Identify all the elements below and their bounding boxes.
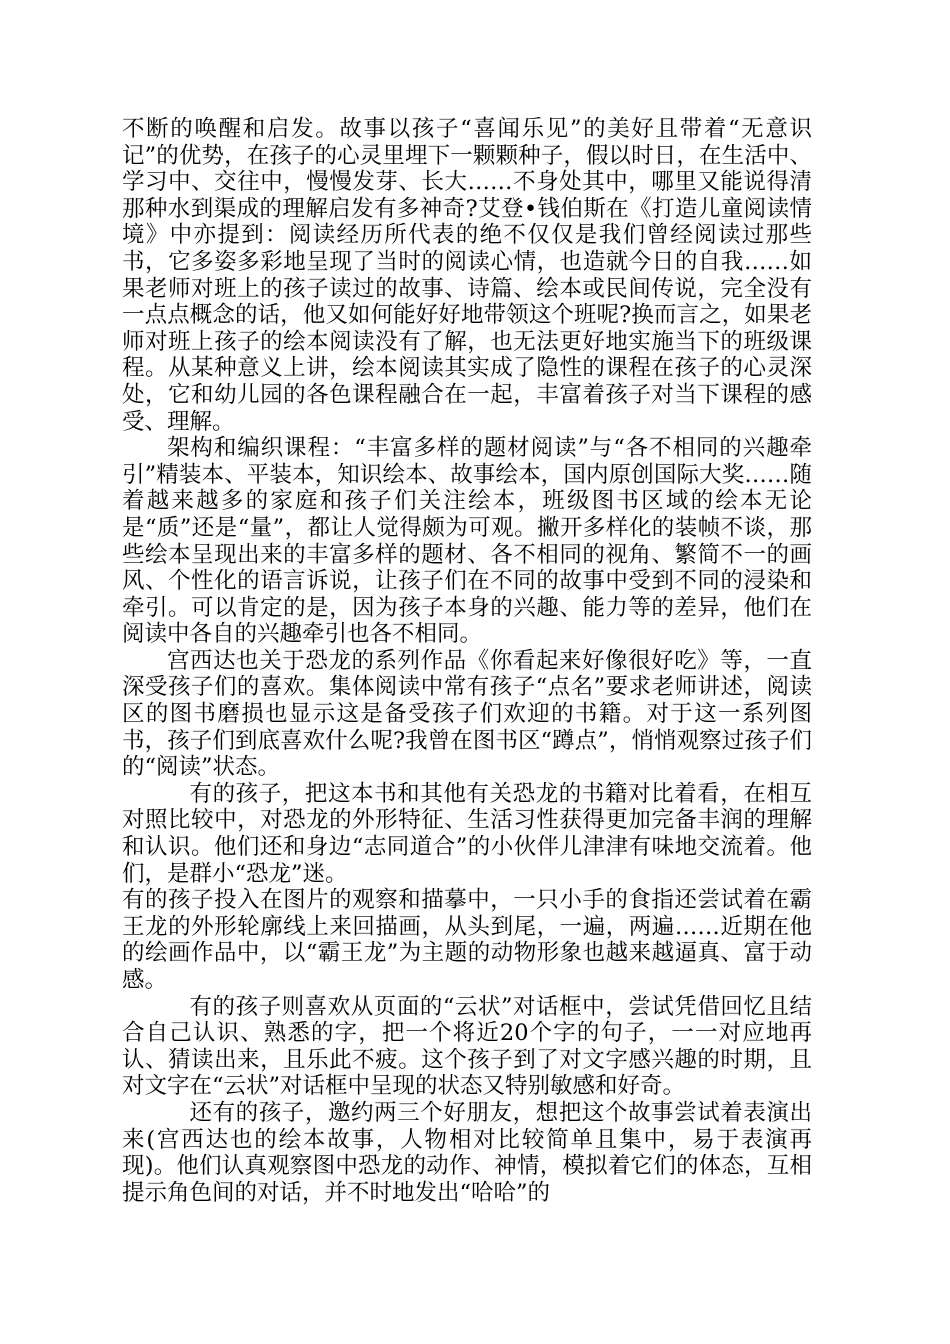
paragraph-1: 不断的唤醒和启发。故事以孩子“喜闻乐见”的美好且带着“无意识记”的优势，在孩子的心灵里埋下一颗颗种子，假以时日，在生活中、学习中、交往中，慢慢发芽、长大……不身处其中，哪里又能说得清那种水到渠成的理解启发有多神奇?艾登•钱伯斯在《打造儿童阅读情境》中亦提到：阅读经历所代表的绝不仅仅是我们曾经阅读过那些书，它多姿多彩地呈现了当时的阅读心情，也造就今日的自我……如果老师对班上的孩子读过的故事、诗篇、绘本或民间传说，完全没有一点点概念的话，他又如何能好好地带领这个班呢?换而言之，如果老师对班上孩子的绘本阅读没有了解，也无法更好地实施当下的班级课程。从某种意义上讲，绘本阅读其实成了隐性的课程在孩子的心灵深处，它和幼儿园的各色课程融合在一起，丰富着孩子对当下课程的感受、理解。 bbox=[122, 116, 812, 435]
paragraph-4: 有的孩子，把这本书和其他有关恐龙的书籍对比着看，在相互对照比较中，对恐龙的外形特征、生活习性获得更加完备丰润的理解和认识。他们还和身边“志同道合”的小伙伴儿津津有味地交流着。他们，是群小“恐龙”迷。 bbox=[122, 780, 812, 887]
paragraph-5: 有的孩子投入在图片的观察和描摹中，一只小手的食指还尝试着在霸王龙的外形轮廓线上来回描画，从头到尾，一遍，两遍……近期在他的绘画作品中，以“霸王龙”为主题的动物形象也越来越逼真、富于动感。 bbox=[122, 887, 812, 993]
paragraph-7: 还有的孩子，邀约两三个好朋友，想把这个故事尝试着表演出来(宫西达也的绘本故事，人物相对比较简单且集中，易于表演再现)。他们认真观察图中恐龙的动作、神情，模拟着它们的体态，互相提示角色间的对话，并不时地发出“哈哈”的 bbox=[122, 1099, 812, 1206]
paragraph-3: 宫西达也关于恐龙的系列作品《你看起来好像很好吃》等，一直深受孩子们的喜欢。集体阅读中常有孩子“点名”要求老师讲述，阅读区的图书磨损也显示这是备受孩子们欢迎的书籍。对于这一系列图书，孩子们到底喜欢什么呢?我曾在图书区“蹲点”，悄悄观察过孩子们的“阅读”状态。 bbox=[122, 647, 812, 781]
paragraph-2: 架构和编织课程：“丰富多样的题材阅读”与“各不相同的兴趣牵引”精装本、平装本，知识绘本、故事绘本，国内原创国际大奖……随着越来越多的家庭和孩子们关注绘本，班级图书区域的绘本无论是“质”还是“量”，都让人觉得颇为可观。撇开多样化的装帧不谈，那些绘本呈现出来的丰富多样的题材、各不相同的视角、繁简不一的画风、个性化的语言诉说，让孩子们在不同的故事中受到不同的浸染和牵引。可以肯定的是，因为孩子本身的兴趣、能力等的差异，他们在阅读中各自的兴趣牵引也各不相同。 bbox=[122, 435, 812, 648]
paragraph-6: 有的孩子则喜欢从页面的“云状”对话框中，尝试凭借回忆且结合自己认识、熟悉的字，把一个将近20个字的句子，一一对应地再认、猜读出来，且乐此不疲。这个孩子到了对文字感兴趣的时期，且对文字在“云状”对话框中呈现的状态又特别敏感和好奇。 bbox=[122, 993, 812, 1100]
body-text bbox=[122, 116, 812, 1206]
